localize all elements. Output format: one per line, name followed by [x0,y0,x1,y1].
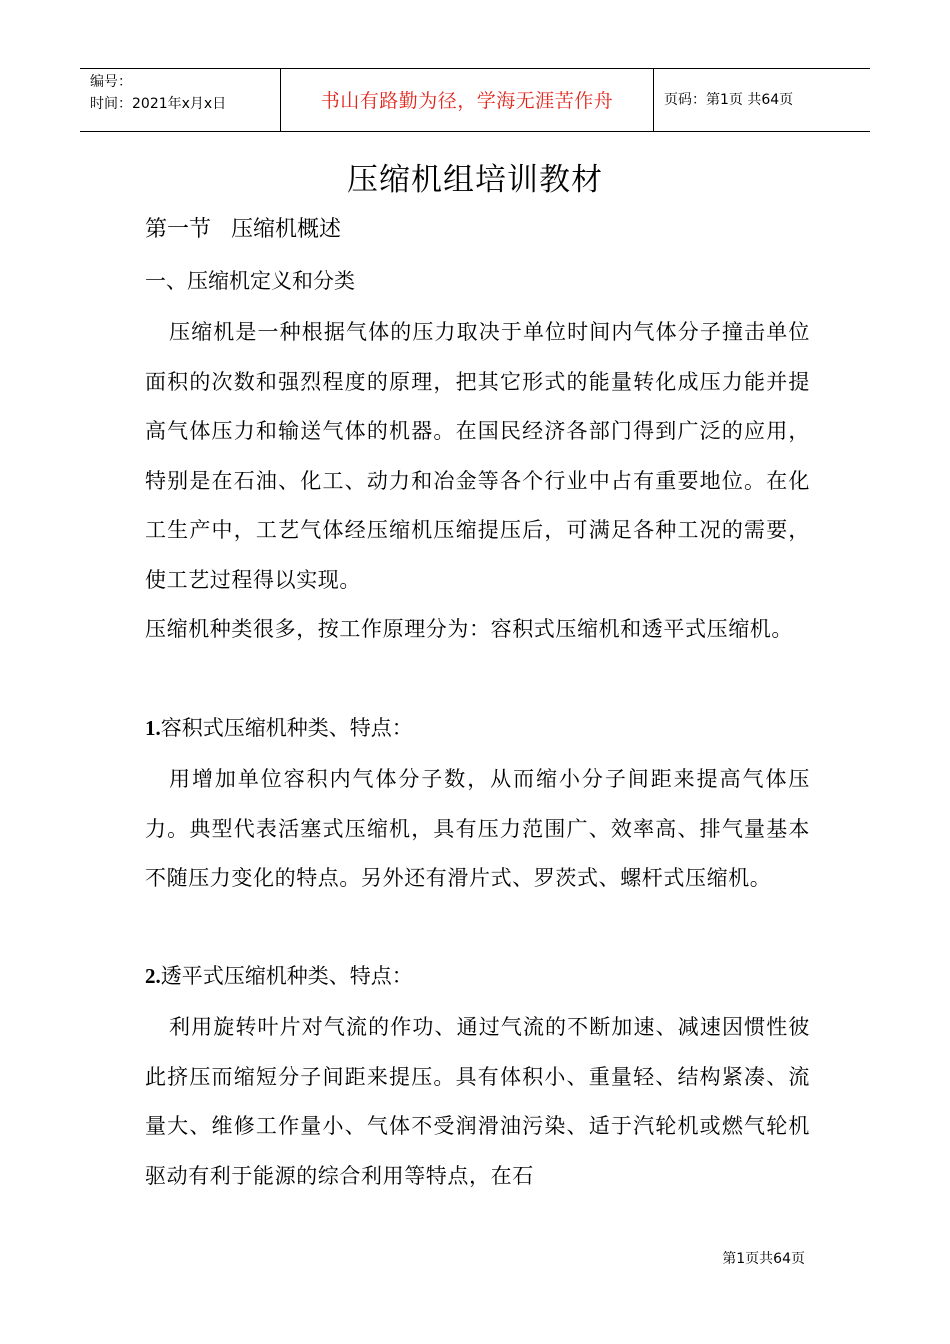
header-page-cell [654,69,870,131]
header-page-info: 页码：第1页 共64页 [664,92,794,108]
header-meta-cell [80,69,281,131]
footer-page-info: 第1页共64页 [722,1251,805,1267]
header-table [80,68,870,132]
section-heading [145,212,341,248]
paragraph-classification: 压缩机种类很多，按工作原理分为：容积式压缩机和透平式压缩机。 [145,617,793,641]
item-2-heading-text: 透平式压缩机种类、特点： [160,964,413,988]
document-date: 时间：2021年x月x日 [90,96,227,112]
paragraph-positive-displacement: 用增加单位容积内气体分子数，从而缩小分子间距来提高气体压力。典型代表活塞式压缩机，具有压力范围广、效率高、排气量基本不随压力变化的特点。另外还有滑片式、罗茨式、螺杆式压缩机。 [145,767,810,890]
paragraph-definition: 压缩机是一种根据气体的压力取决于单位时间内气体分子撞击单位面积的次数和强烈程度的原理，把其它形式的能量转化成压力能并提高气体压力和输送气体的机器。在国民经济各部门得到广泛的应用，特别是在石油、化工、动力和冶金等各个行业中占有重要地位。在化工生产中，工艺气体经压缩机压缩提压后，可满足各种工况的需要，使工艺过程得以实现。 [145,320,810,592]
paragraph-turbo: 利用旋转叶片对气流的作功、通过气流的不断加速、减速因惯性彼此挤压而缩短分子间距来提压。具有体积小、重量轻、结构紧凑、流量大、维修工作量小、气体不受润滑油污染、适于汽轮机或燃气轮机驱动有利于能源的综合利用等特点，在石 [145,1015,810,1188]
item-1-heading-text: 容积式压缩机种类、特点： [160,716,413,740]
item-2-heading [145,958,413,994]
item-1-heading [145,710,413,746]
subsection-heading: 一、压缩机定义和分类 [145,269,355,293]
header-motto: 书山有路勤为径，学海无涯苦作舟 [320,90,614,112]
item-2-number: 2. [145,964,161,988]
item-1-number: 1. [145,716,161,740]
document-title: 压缩机组培训教材 [347,162,603,198]
header-motto-cell [281,69,654,131]
section-heading-number: 第一节 [145,217,212,242]
section-heading-text: 压缩机概述 [231,217,342,242]
document-number-label: 编号： [90,74,132,90]
